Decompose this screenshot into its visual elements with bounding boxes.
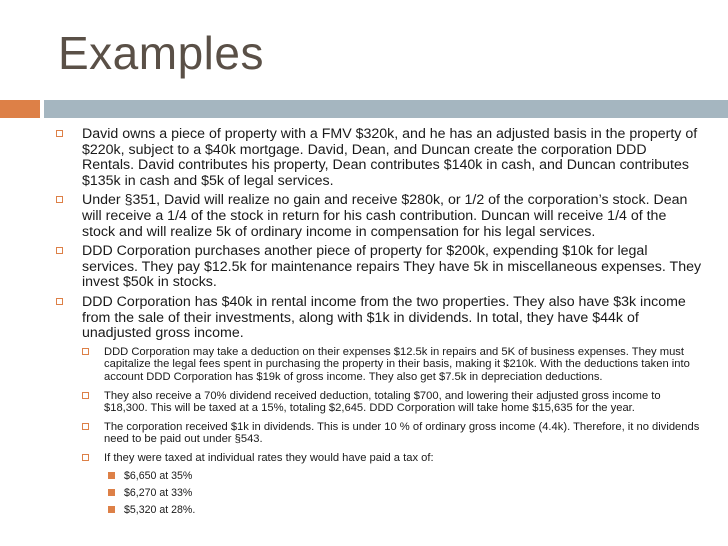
sub-bullet-dividends-543 [74,421,702,446]
tax-item-text: $6,650 at 35% [124,470,193,483]
sub-bullet-text: They also receive a 70% dividend received deduction, totaling $700, and lowering their adjusted gross income to $18,300. This will be taxed at a 15%, totaling $2,645. DDD Corporation will take home $15,635 for the year. [104,389,661,415]
hollow-square-bullet-icon [82,423,89,430]
hollow-square-bullet-icon [82,348,89,355]
accent-bar [0,100,40,118]
filled-square-bullet-icon [108,472,115,479]
bullet-text: David owns a piece of property with a FMV $320k, and he has an adjusted basis in the property of $220k, subject to a $40k mortgage. David, Dean, and Duncan create the corporation DDD Rentals. David contributes his property, Dean contributes $140k in cash, and Duncan contributes $135k in cash and $5k of legal services. [82,126,698,189]
bullet-rental-income [52,295,702,342]
hollow-square-bullet-icon [82,392,89,399]
hollow-square-bullet-icon [56,196,63,203]
divider-bar [44,100,728,118]
sub-bullet-text: DDD Corporation may take a deduction on their expenses $12.5k in repairs and 5K of business expenses. They must capitalize the legal fees spent in purchasing the property in their basis, making it $210k. With the deductions taken into account DDD Corporation has $19k of gross income. They also get $7.5k in depreciation deductions. [104,345,690,383]
hollow-square-bullet-icon [82,454,89,461]
filled-square-bullet-icon [108,506,115,513]
tax-item-text: $5,320 at 28%. [124,504,196,517]
bullet-section-351 [52,193,702,240]
hollow-square-bullet-icon [56,298,63,305]
bullet-text: DDD Corporation purchases another piece of property for $200k, expending $10k for legal services. They pay $12.5k for maintenance repairs They have 5k in miscellaneous expenses. They invest $50k in stocks. [82,243,702,291]
sub-bullet-dividend-deduction [74,390,702,415]
title-divider [0,100,728,118]
tax-item [100,504,702,516]
bullet-text: Under §351, David will realize no gain and receive $280k, or 1/2 of the corporation’s stock. Dean will receive a 1/4 of the stock in return for his cash contribution. Duncan will receive 1/4 of the stock and will realize 5k of ordinary income in compensation for his legal services. [82,192,688,240]
filled-square-bullet-icon [108,489,115,496]
sub-bullet-deductions [74,346,702,384]
bullet-text: DDD Corporation has $40k in rental income from the two properties. They also have $3k income from the sale of their investments, along with $1k in dividends. In total, they have $44k of unadjusted gross income. [82,293,686,342]
slide-body [52,127,702,521]
sub-bullet-list [52,346,702,517]
tax-item-list [74,470,702,516]
tax-item-text: $6,270 at 33% [124,487,193,500]
tax-item [100,487,702,499]
sub-bullet-individual-rates [74,452,702,465]
sub-bullet-text: If they were taxed at individual rates they would have paid a tax of: [104,451,434,464]
sub-bullet-text: The corporation received $1k in dividends. This is under 10 % of ordinary gross income (4.4k). Therefore, it no dividends need to be paid out under §543. [104,420,700,446]
hollow-square-bullet-icon [56,247,63,254]
bullet-property-purchase [52,244,702,291]
bullet-property-contribution [52,127,702,189]
tax-item [100,470,702,482]
slide-title: Examples [58,27,264,79]
hollow-square-bullet-icon [56,130,63,137]
